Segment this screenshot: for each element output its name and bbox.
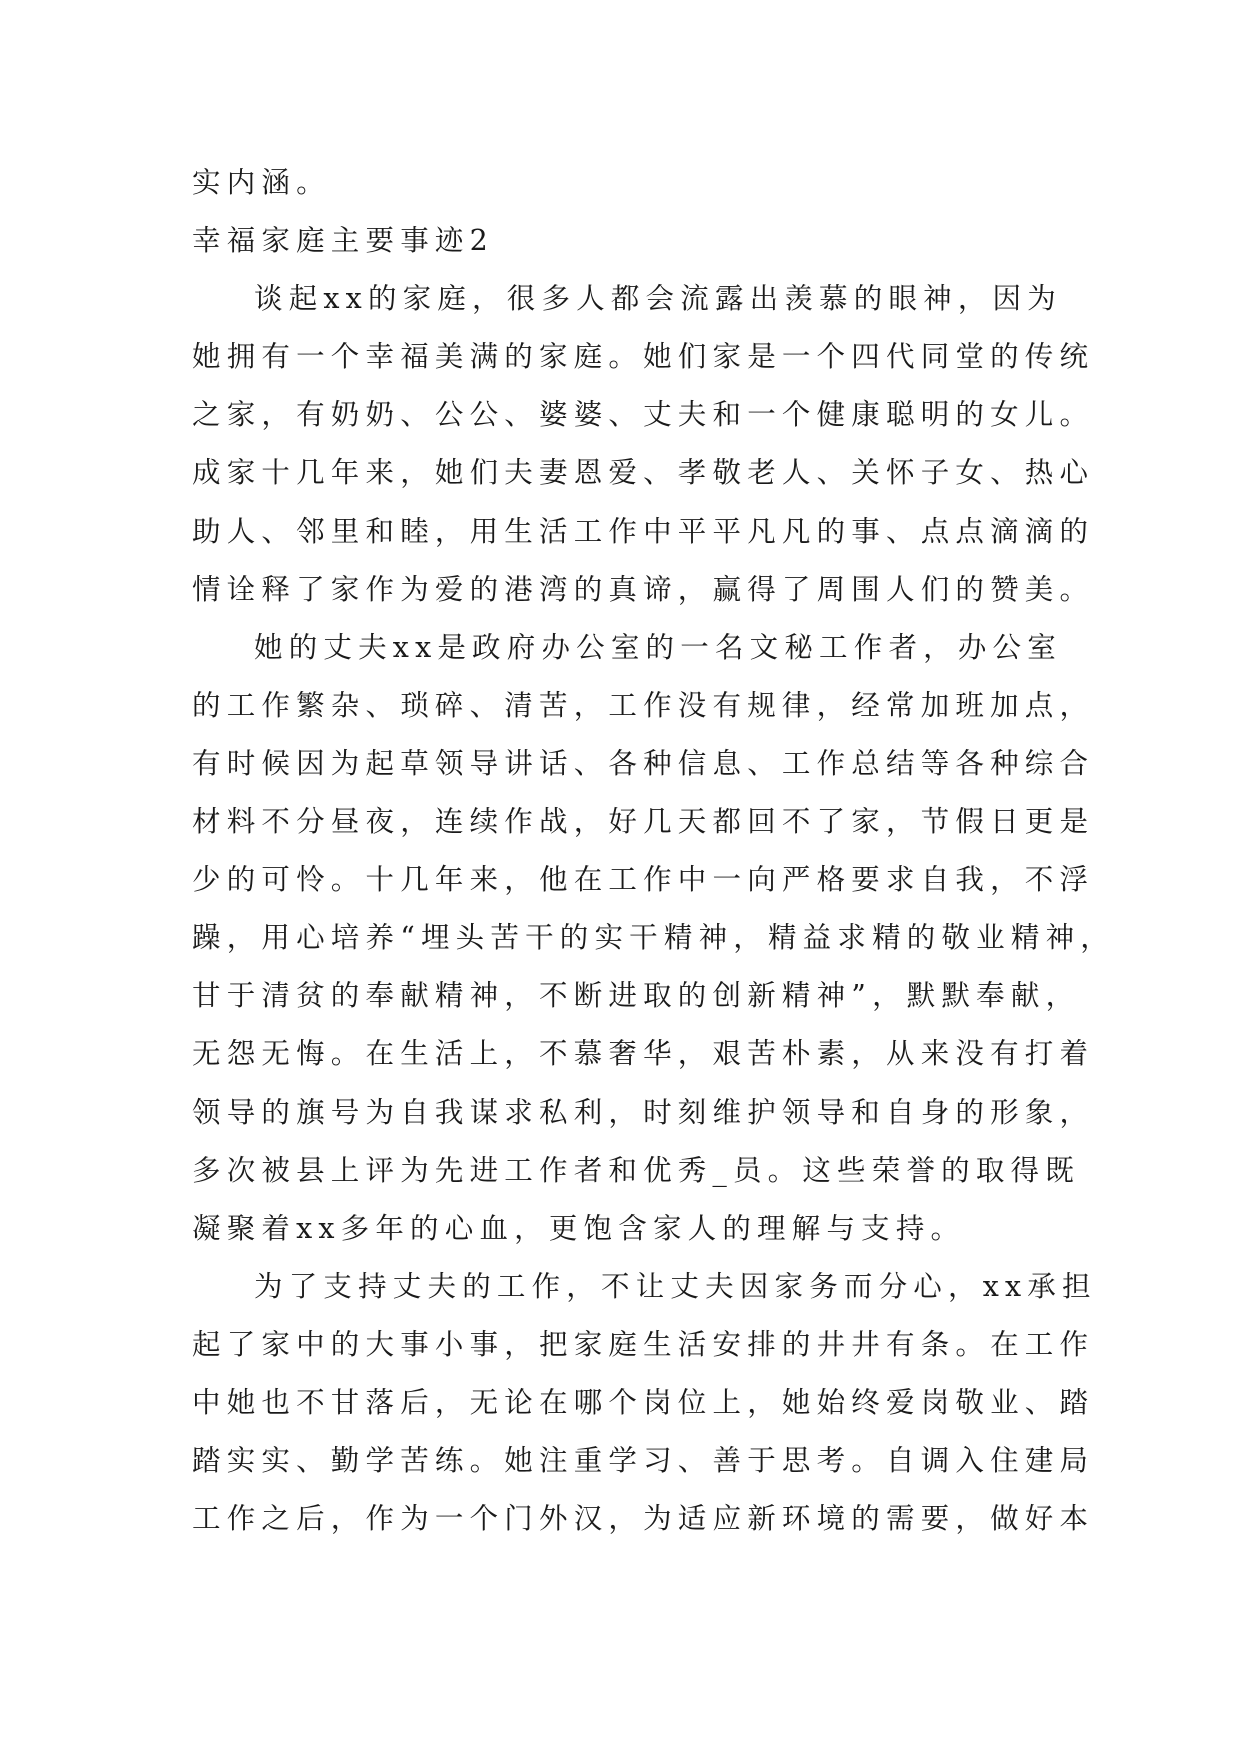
paragraph-line: 她的丈夫xx是政府办公室的一名文秘工作者，办公室 xyxy=(254,630,1062,664)
paragraph-line: 起了家中的大事小事，把家庭生活安排的井井有条。在工作 xyxy=(192,1327,1095,1361)
paragraph-line: 无怨无悔。在生活上，不慕奢华，艰苦朴素，从来没有打着 xyxy=(192,1037,1095,1071)
paragraph-line: 踏实实、勤学苦练。她注重学习、善于思考。自调入住建局 xyxy=(192,1444,1095,1478)
paragraph-line: 为了支持丈夫的工作，不让丈夫因家务而分心，xx承担 xyxy=(254,1269,1097,1303)
paragraph-line: 甘于清贫的奉献精神，不断进取的创新精神”，默默奉献， xyxy=(192,979,1081,1013)
paragraph-line: 材料不分昼夜，连续作战，好几天都回不了家，节假日更是 xyxy=(192,805,1095,839)
paragraph-line: 躁，用心培养“埋头苦干的实干精神，精益求精的敬业精神， xyxy=(192,921,1115,955)
paragraph-line: 凝聚着xx多年的心血，更饱含家人的理解与支持。 xyxy=(192,1211,966,1245)
paragraph-line: 领导的旗号为自我谋求私利，时刻维护领导和自身的形象， xyxy=(192,1095,1095,1129)
paragraph-line: 成家十几年来，她们夫妻恩爱、孝敬老人、关怀子女、热心 xyxy=(192,456,1095,490)
paragraph-line: 多次被县上评为先进工作者和优秀_员。这些荣誉的取得既 xyxy=(192,1153,1080,1187)
paragraph-line: 有时候因为起草领导讲话、各种信息、工作总结等各种综合 xyxy=(192,746,1095,780)
paragraph-line: 她拥有一个幸福美满的家庭。她们家是一个四代同堂的传统 xyxy=(192,340,1095,374)
document-body xyxy=(192,154,1115,1548)
paragraph-line: 少的可怜。十几年来，他在工作中一向严格要求自我，不浮 xyxy=(192,863,1095,897)
paragraph-line: 之家，有奶奶、公公、婆婆、丈夫和一个健康聪明的女儿。 xyxy=(192,398,1095,432)
paragraph-line: 工作之后，作为一个门外汉，为适应新环境的需要，做好本 xyxy=(192,1502,1095,1536)
paragraph-line: 情诠释了家作为爱的港湾的真谛，赢得了周围人们的赞美。 xyxy=(192,572,1095,606)
paragraph-line: 的工作繁杂、琐碎、清苦，工作没有规律，经常加班加点， xyxy=(192,688,1095,722)
paragraph-line: 助人、邻里和睦，用生活工作中平平凡凡的事、点点滴滴的 xyxy=(192,514,1095,548)
paragraph-line: 谈起xx的家庭，很多人都会流露出羡慕的眼神，因为 xyxy=(254,282,1062,316)
paragraph-line: 中她也不甘落后，无论在哪个岗位上，她始终爱岗敬业、踏 xyxy=(192,1385,1095,1419)
paragraph-line: 实内涵。 xyxy=(192,166,331,199)
section-heading: 幸福家庭主要事迹2 xyxy=(192,224,494,258)
